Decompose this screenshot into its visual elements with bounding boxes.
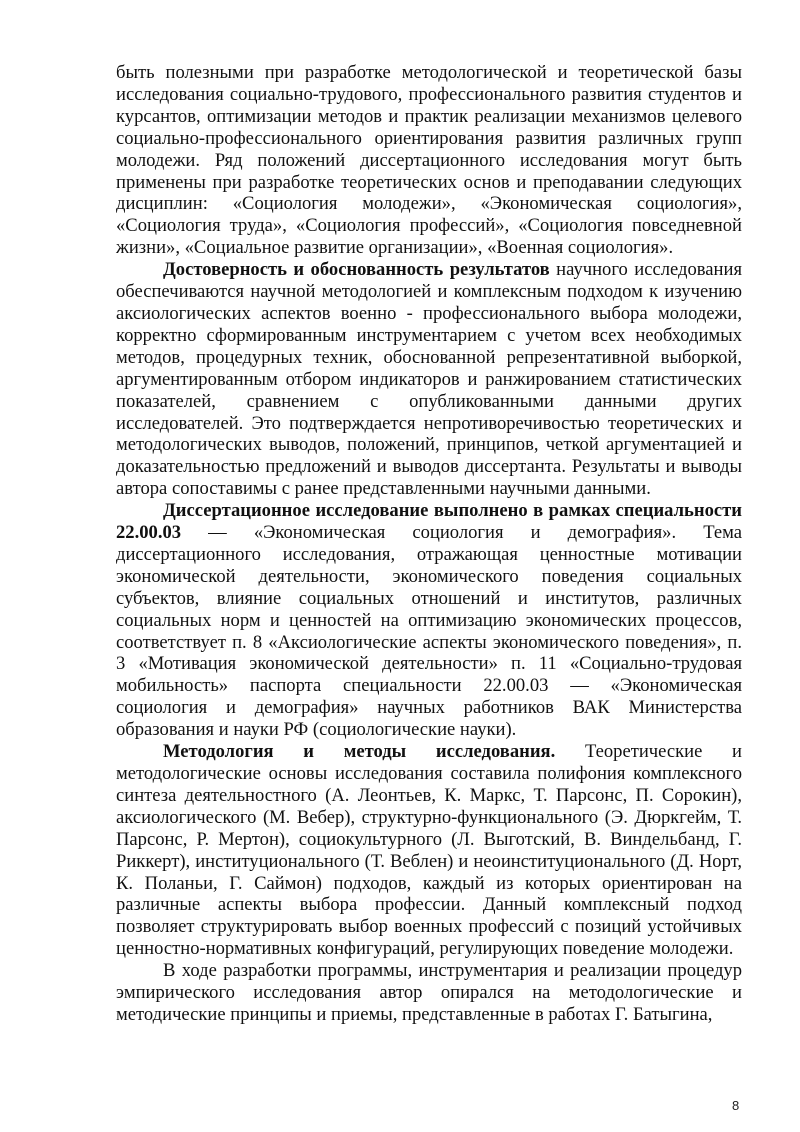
- paragraph-text: В ходе разработки программы, инструментария и реализации процедур эмпирического исследования автор опирался на методологические и методические принципы и приемы, представленные в работах Г. Батыгина,: [116, 960, 742, 1025]
- paragraph-procedures: [116, 960, 742, 1026]
- paragraph-specialty: [116, 500, 742, 741]
- paragraph-text: быть полезными при разработке методологической и теоретической базы исследования социально-трудового, профессионального развития студентов и курсантов, оптимизации методов и практик реализации механизмов целевого социально-профессионального ориентирования развития различных групп молодежи. Ряд положений диссертационного исследования могут быть применены при разработке теоретических основ и преподавании следующих дисциплин: «Социология молодежи», «Экономическая социология», «Социология труда», «Социология профессий», «Социология повседневной жизни», «Социальное развитие организации», «Военная социология».: [116, 62, 742, 259]
- page-number: 8: [732, 1098, 740, 1113]
- paragraph-reliability: [116, 259, 742, 500]
- document-body: [116, 62, 742, 1026]
- paragraph-heading: Методология и методы исследования.: [163, 741, 556, 763]
- paragraph-text: — «Экономическая социология и демография». Тема диссертационного исследования, отражающая ценностные мотивации экономической деятельности, экономического поведения социальных субъектов, влияние социальных отношений и институтов, различных социальных норм и ценностей на оптимизацию экономических процессов, соответствует п. 8 «Аксиологические аспекты экономического поведения», п. 3 «Мотивация экономической деятельности» п. 11 «Социально-трудовая мобильность» паспорта специальности 22.00.03 — «Экономическая социология и демография» научных работников ВАК Министерства образования и науки РФ (социологические науки).: [116, 522, 742, 741]
- paragraph-significance: [116, 62, 742, 259]
- paragraph-heading: Диссертационное исследование выполнено в рамках специальности 22.00.03: [116, 500, 742, 544]
- paragraph-text: научного исследования обеспечиваются научной методологией и комплексным подходом к изучению аксиологических аспектов военно - профессионального выбора молодежи, корректно сформированным инструментарием с учетом всех необходимых методов, процедурных техник, обоснованной репрезентативной выборкой, аргументированным отбором индикаторов и ранжированием статистических показателей, сравнением с опубликованными данными других исследователей. Это подтверждается непротиворечивостью теоретических и методологических выводов, положений, принципов, четкой аргументацией и доказательностью предложений и выводов диссертанта. Результаты и выводы автора сопоставимы с ранее представленными научными данными.: [116, 259, 742, 500]
- paragraph-text: Теоретические и методологические основы исследования составила полифония комплексного синтеза деятельностного (А. Леонтьев, К. Маркс, Т. Парсонс, П. Сорокин), аксиологического (М. Вебер), структурно-функционального (Э. Дюркгейм, Т. Парсонс, Р. Мертон), социокультурного (Л. Выготский, В. Виндельбанд, Г. Риккерт), институционального (Т. Веблен) и неоинституционального (Д. Норт, К. Поланьи, Г. Саймон) подходов, каждый из которых ориентирован на различные аспекты выбора профессии. Данный комплексный подход позволяет структурировать выбор военных профессий с позиций устойчивых ценностно-нормативных конфигураций, регулирующих поведение молодежи.: [116, 741, 742, 960]
- paragraph-heading: Достоверность и обоснованность результатов: [163, 259, 550, 281]
- paragraph-methodology: [116, 741, 742, 960]
